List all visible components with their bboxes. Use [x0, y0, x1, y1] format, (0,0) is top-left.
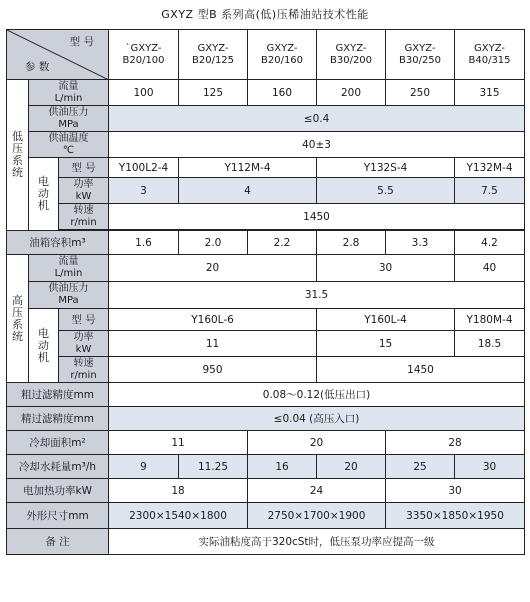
low-motor-model-label: 型 号: [59, 158, 109, 178]
high-pressure-label: 供油压力 MPa: [29, 282, 109, 309]
low-motor-power-row: [7, 178, 525, 204]
low-motor-power-1: 3: [109, 178, 179, 204]
low-flow-2: 125: [179, 80, 248, 106]
model-col-2: GXYZ- B20/125: [179, 30, 248, 80]
low-motor-speed-label: 转速 r/min: [59, 204, 109, 230]
high-motor-power-row: [7, 331, 525, 357]
high-motor-model-2: Y160L-4: [317, 309, 455, 331]
low-flow-6: 315: [455, 80, 525, 106]
low-pressure-row: [7, 106, 525, 132]
high-motor-power-3: 18.5: [455, 331, 525, 357]
cooling-water-2: 11.25: [179, 455, 248, 479]
model-col-5: GXYZ- B30/250: [386, 30, 455, 80]
high-motor-speed-2: 1450: [317, 357, 525, 383]
high-motor-power-1: 11: [109, 331, 317, 357]
low-section-label: 低压系统: [7, 80, 29, 231]
high-flow-label: 流量 L/min: [29, 255, 109, 282]
model-col-3: GXYZ- B20/160: [248, 30, 317, 80]
model-col-6: GXYZ- B40/315: [455, 30, 525, 80]
cooling-water-6: 30: [455, 455, 525, 479]
cooling-water-4: 20: [317, 455, 386, 479]
low-motor-speed-row: [7, 204, 525, 230]
spec-table: [6, 29, 525, 555]
cooling-area-2: 20: [248, 431, 386, 455]
low-temp-row: [7, 132, 525, 158]
low-flow-row: [7, 80, 525, 106]
high-motor-model-3: Y180M-4: [455, 309, 525, 331]
dimensions-label: 外形尺寸mm: [7, 503, 109, 529]
high-motor-model-row: [7, 309, 525, 331]
tank-row: [7, 231, 525, 255]
low-motor-model-4: Y132M-4: [455, 158, 525, 178]
remarks-row: [7, 529, 525, 555]
low-motor-power-4: 7.5: [455, 178, 525, 204]
high-motor-speed-label: 转速 r/min: [59, 357, 109, 383]
cooling-area-row: [7, 431, 525, 455]
fine-filter-label: 精过滤精度mm: [7, 407, 109, 431]
heater-1: 18: [109, 479, 248, 503]
header-row: [7, 30, 525, 80]
fine-filter-value: ≤0.04 (高压入口): [109, 407, 525, 431]
low-motor-power-3: 5.5: [317, 178, 455, 204]
coarse-filter-label: 粗过滤精度mm: [7, 383, 109, 407]
low-motor-model-row: [7, 158, 525, 178]
low-flow-1: 100: [109, 80, 179, 106]
remarks-value: 实际油粘度高于320cSt时，低压泵功率应提高一级: [109, 529, 525, 555]
tank-3: 2.2: [248, 231, 317, 255]
high-flow-3: 40: [455, 255, 525, 282]
heater-label: 电加热功率kW: [7, 479, 109, 503]
tank-6: 4.2: [455, 231, 525, 255]
tank-2: 2.0: [179, 231, 248, 255]
tank-5: 3.3: [386, 231, 455, 255]
coarse-filter-row: [7, 383, 525, 407]
low-motor-model-1: Y100L2-4: [109, 158, 179, 178]
cooling-area-3: 28: [386, 431, 525, 455]
low-motor-power-label: 功率 kW: [59, 178, 109, 204]
high-flow-row: [7, 255, 525, 282]
low-flow-3: 160: [248, 80, 317, 106]
low-flow-4: 200: [317, 80, 386, 106]
cooling-water-row: [7, 455, 525, 479]
dimensions-3: 3350×1850×1950: [386, 503, 525, 529]
dimensions-1: 2300×1540×1800: [109, 503, 248, 529]
heater-3: 30: [386, 479, 525, 503]
header-corner-cell: [7, 30, 109, 80]
low-motor-power-2: 4: [179, 178, 317, 204]
high-motor-power-label: 功率 kW: [59, 331, 109, 357]
low-motor-speed-value: 1450: [109, 204, 525, 230]
high-motor-model-1: Y160L-6: [109, 309, 317, 331]
high-motor-model-label: 型 号: [59, 309, 109, 331]
model-col-4: GXYZ- B30/200: [317, 30, 386, 80]
cooling-area-1: 11: [109, 431, 248, 455]
high-flow-1: 20: [109, 255, 317, 282]
cooling-water-5: 25: [386, 455, 455, 479]
low-motor-model-3: Y132S-4: [317, 158, 455, 178]
remarks-label: 备 注: [7, 529, 109, 555]
heater-row: [7, 479, 525, 503]
tank-1: 1.6: [109, 231, 179, 255]
cooling-area-label: 冷却面积m²: [7, 431, 109, 455]
low-temp-label: 供油温度 ℃: [29, 132, 109, 158]
cooling-water-1: 9: [109, 455, 179, 479]
high-pressure-value: 31.5: [109, 282, 525, 309]
header-param-label: 参 数: [25, 61, 50, 73]
cooling-water-3: 16: [248, 455, 317, 479]
low-pressure-value: ≤0.4: [109, 106, 525, 132]
dimensions-2: 2750×1700×1900: [248, 503, 386, 529]
high-motor-label: 电动机: [29, 309, 59, 383]
model-col-1: `GXYZ- B20/100: [109, 30, 179, 80]
low-flow-5: 250: [386, 80, 455, 106]
high-motor-speed-1: 950: [109, 357, 317, 383]
high-section-label: 高压系统: [7, 255, 29, 383]
fine-filter-row: [7, 407, 525, 431]
high-pressure-row: [7, 282, 525, 309]
coarse-filter-value: 0.08～0.12(低压出口): [109, 383, 525, 407]
tank-label: 油箱容积m³: [7, 231, 109, 255]
dimensions-row: [7, 503, 525, 529]
high-flow-2: 30: [317, 255, 455, 282]
low-flow-label: 流量 L/min: [29, 80, 109, 106]
cooling-water-label: 冷却水耗量m³/h: [7, 455, 109, 479]
low-motor-label: 电动机: [29, 158, 59, 231]
low-motor-model-2: Y112M-4: [179, 158, 317, 178]
low-pressure-label: 供油压力 MPa: [29, 106, 109, 132]
table-title: GXYZ 型B 系列高(低)压稀油站技术性能: [161, 8, 369, 21]
high-motor-power-2: 15: [317, 331, 455, 357]
heater-2: 24: [248, 479, 386, 503]
low-temp-value: 40±3: [109, 132, 525, 158]
header-model-label: 型 号: [69, 36, 95, 48]
tank-4: 2.8: [317, 231, 386, 255]
high-motor-speed-row: [7, 357, 525, 383]
